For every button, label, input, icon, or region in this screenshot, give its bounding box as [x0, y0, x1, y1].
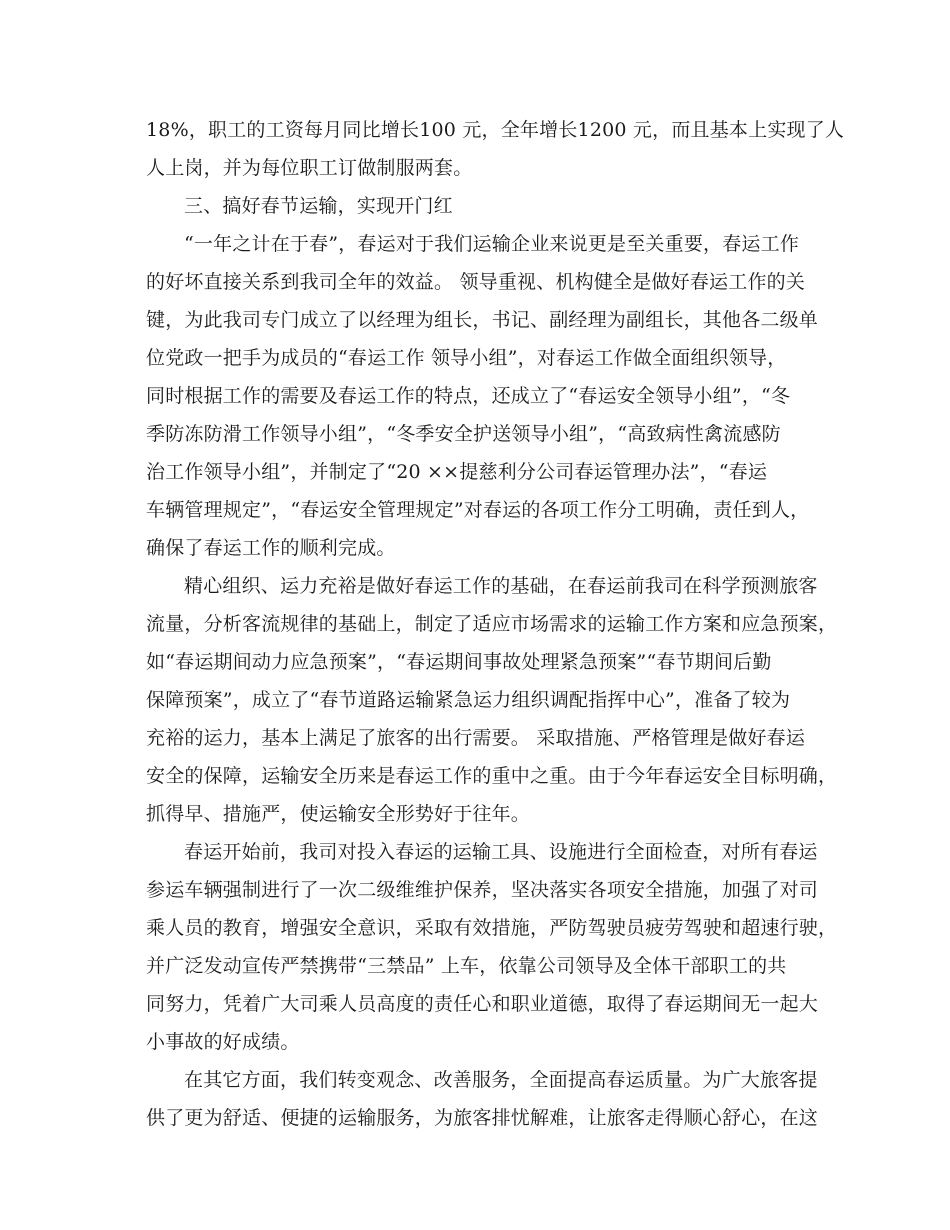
- text-line: “一年之计在于春”，春运对于我们运输企业来说更是至关重要，春运工作: [184, 233, 800, 255]
- text-line: 参运车辆强制进行了一次二级维维护保养，坚决落实各项安全措施，加强了对司: [146, 879, 819, 901]
- text-line: 乘人员的教育，增强安全意识，采取有效措施，严防驾驶员疲劳驾驶和超速行驶，: [146, 917, 838, 939]
- text-line: 人上岗，并为每位职工订做制服两套。: [146, 157, 473, 179]
- text-line: 位党政一把手为成员的“春运工作 领导小组”，对春运工作做全面组织领导，: [146, 347, 787, 369]
- text-line: 18%，职工的工资每月同比增长100 元，全年增长1200 元，而且基本上实现了人: [146, 119, 845, 141]
- text-line: 治工作领导小组”，并制定了“20 ××提慈利分公司春运管理办法”，“春运: [146, 461, 768, 483]
- text-line: 如“春运期间动力应急预案”，“春运期间事故处理紧急预案”“春节期间后勤: [146, 651, 772, 673]
- text-line: 季防冻防滑工作领导小组”，“冬季安全护送领导小组”，“高致病性禽流感防: [146, 423, 781, 445]
- text-line: 流量，分析客流规律的基础上，制定了适应市场需求的运输工作方案和应急预案，: [146, 613, 838, 635]
- text-line: 充裕的运力，基本上满足了旅客的出行需要。 采取措施、严格管理是做好春运: [146, 727, 806, 749]
- text-line: 车辆管理规定”，“春运安全管理规定”对春运的各项工作分工明确，责任到人，: [146, 499, 810, 521]
- text-line: 的好坏直接关系到我司全年的效益。 领导重视、机构健全是做好春运工作的关: [146, 271, 806, 293]
- text-line: 同时根据工作的需要及春运工作的特点，还成立了“春运安全领导小组”，“冬: [146, 385, 791, 407]
- text-line: 并广泛发动宣传严禁携带“三禁品” 上车，依靠公司领导及全体干部职工的共: [146, 955, 787, 977]
- text-line: 供了更为舒适、便捷的运输服务，为旅客排忧解难，让旅客走得顺心舒心，在这: [146, 1107, 819, 1129]
- text-line: 安全的保障，运输安全历来是春运工作的重中之重。由于今年春运安全目标明确，: [146, 765, 838, 787]
- text-line: 春运开始前，我司对投入春运的运输工具、设施进行全面检查，对所有春运: [184, 841, 818, 863]
- text-line: 确保了春运工作的顺利完成。: [146, 537, 396, 559]
- section-heading: 三、搞好春节运输，实现开门红: [184, 195, 453, 217]
- text-line: 在其它方面，我们转变观念、改善服务，全面提高春运质量。为广大旅客提: [184, 1069, 818, 1091]
- text-line: 同努力，凭着广大司乘人员高度的责任心和职业道德，取得了春运期间无一起大: [146, 993, 819, 1015]
- text-line: 保障预案”，成立了“春节道路运输紧急运力组织调配指挥中心”，准备了较为: [146, 689, 791, 711]
- text-line: 键，为此我司专门成立了以经理为组长，书记、副经理为副组长，其他各二级单: [146, 309, 819, 331]
- text-line: 小事故的好成绩。: [146, 1031, 300, 1053]
- text-line: 抓得早、措施严，使运输安全形势好于往年。: [146, 803, 531, 825]
- text-line: 精心组织、运力充裕是做好春运工作的基础，在春运前我司在科学预测旅客: [184, 575, 818, 597]
